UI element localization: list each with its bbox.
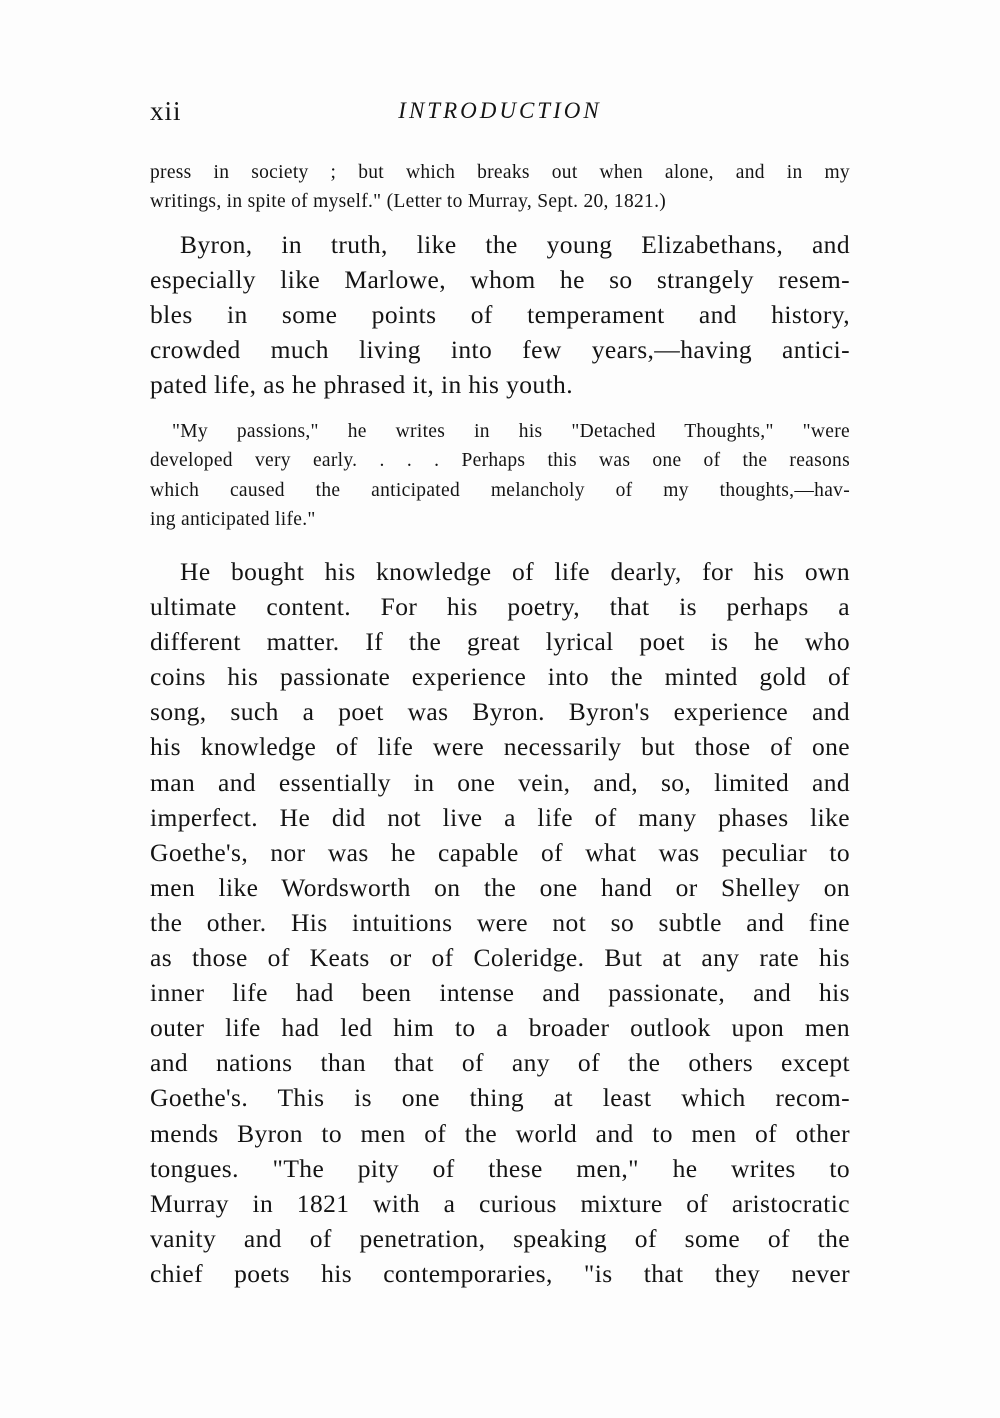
paragraph-byron-in-truth bbox=[150, 227, 850, 402]
paragraph-line: song, such a poet was Byron. Byron's experience and bbox=[150, 697, 850, 727]
paragraph-line: ultimate content. For his poetry, that is perhaps a bbox=[150, 592, 850, 622]
quote-continuation bbox=[150, 158, 850, 217]
paragraph-line: He bought his knowledge of life dearly, for his own bbox=[180, 557, 850, 586]
paragraph-line: coins his passionate experience into the minted gold of bbox=[150, 662, 850, 692]
paragraph-line: imperfect. He did not live a life of many phases like bbox=[150, 802, 850, 832]
paragraph-line: his knowledge of life were necessarily but those of one bbox=[150, 732, 850, 762]
paragraph-line: chief poets his contemporaries, "is that they never bbox=[150, 1258, 850, 1288]
paragraph-line: vanity and of penetration, speaking of some of the bbox=[150, 1223, 850, 1253]
page-header bbox=[150, 96, 850, 136]
paragraph-line: Murray in 1821 with a curious mixture of aristocratic bbox=[150, 1188, 850, 1218]
paragraph-line: especially like Marlowe, whom he so strangely resem- bbox=[150, 265, 850, 295]
paragraph-line: tongues. "The pity of these men," he writes to bbox=[150, 1153, 850, 1183]
paragraph-he-bought bbox=[150, 554, 850, 1291]
paragraph-line: inner life had been intense and passionate, and his bbox=[150, 978, 850, 1008]
paragraph-line: outer life had led him to a broader outlook upon men bbox=[150, 1013, 850, 1043]
quote-line: developed very early. . . . Perhaps this was one of the reasons bbox=[150, 450, 850, 472]
paragraph-line: Goethe's. This is one thing at least which recom- bbox=[150, 1083, 850, 1113]
paragraph-line: bles in some points of temperament and history, bbox=[150, 300, 850, 330]
paragraph-line: different matter. If the great lyrical poet is he who bbox=[150, 627, 850, 657]
running-head: INTRODUCTION bbox=[398, 98, 602, 123]
quote-line: ing anticipated life." bbox=[150, 508, 316, 530]
paragraph-line: man and essentially in one vein, and, so, limited and bbox=[150, 767, 850, 797]
paragraph-line: Byron, in truth, like the young Elizabethans, and bbox=[180, 230, 850, 259]
quote-detached-thoughts bbox=[150, 417, 850, 534]
quote-line: "My passions," he writes in his "Detached Thoughts," "were bbox=[172, 421, 850, 442]
paragraph-line: Goethe's, nor was he capable of what was peculiar to bbox=[150, 837, 850, 867]
paragraph-line: pated life, as he phrased it, in his youth. bbox=[150, 370, 573, 400]
paragraph-line: crowded much living into few years,—having antici- bbox=[150, 335, 850, 365]
paragraph-line: mends Byron to men of the world and to men of other bbox=[150, 1118, 850, 1148]
quote-line: writings, in spite of myself." (Letter to Murray, Sept. 20, 1821.) bbox=[150, 191, 667, 213]
page-number: xii bbox=[150, 96, 182, 126]
paragraph-line: men like Wordsworth on the one hand or Shelley on bbox=[150, 872, 850, 902]
quote-line: which caused the anticipated melancholy of my thoughts,—hav- bbox=[150, 479, 850, 501]
paragraph-line: the other. His intuitions were not so subtle and fine bbox=[150, 907, 850, 937]
paragraph-line: as those of Keats or of Coleridge. But at any rate his bbox=[150, 943, 850, 973]
paragraph-line: and nations than that of any of the others except bbox=[150, 1048, 850, 1078]
quote-line: press in society ; but which breaks out when alone, and in my bbox=[150, 162, 850, 183]
